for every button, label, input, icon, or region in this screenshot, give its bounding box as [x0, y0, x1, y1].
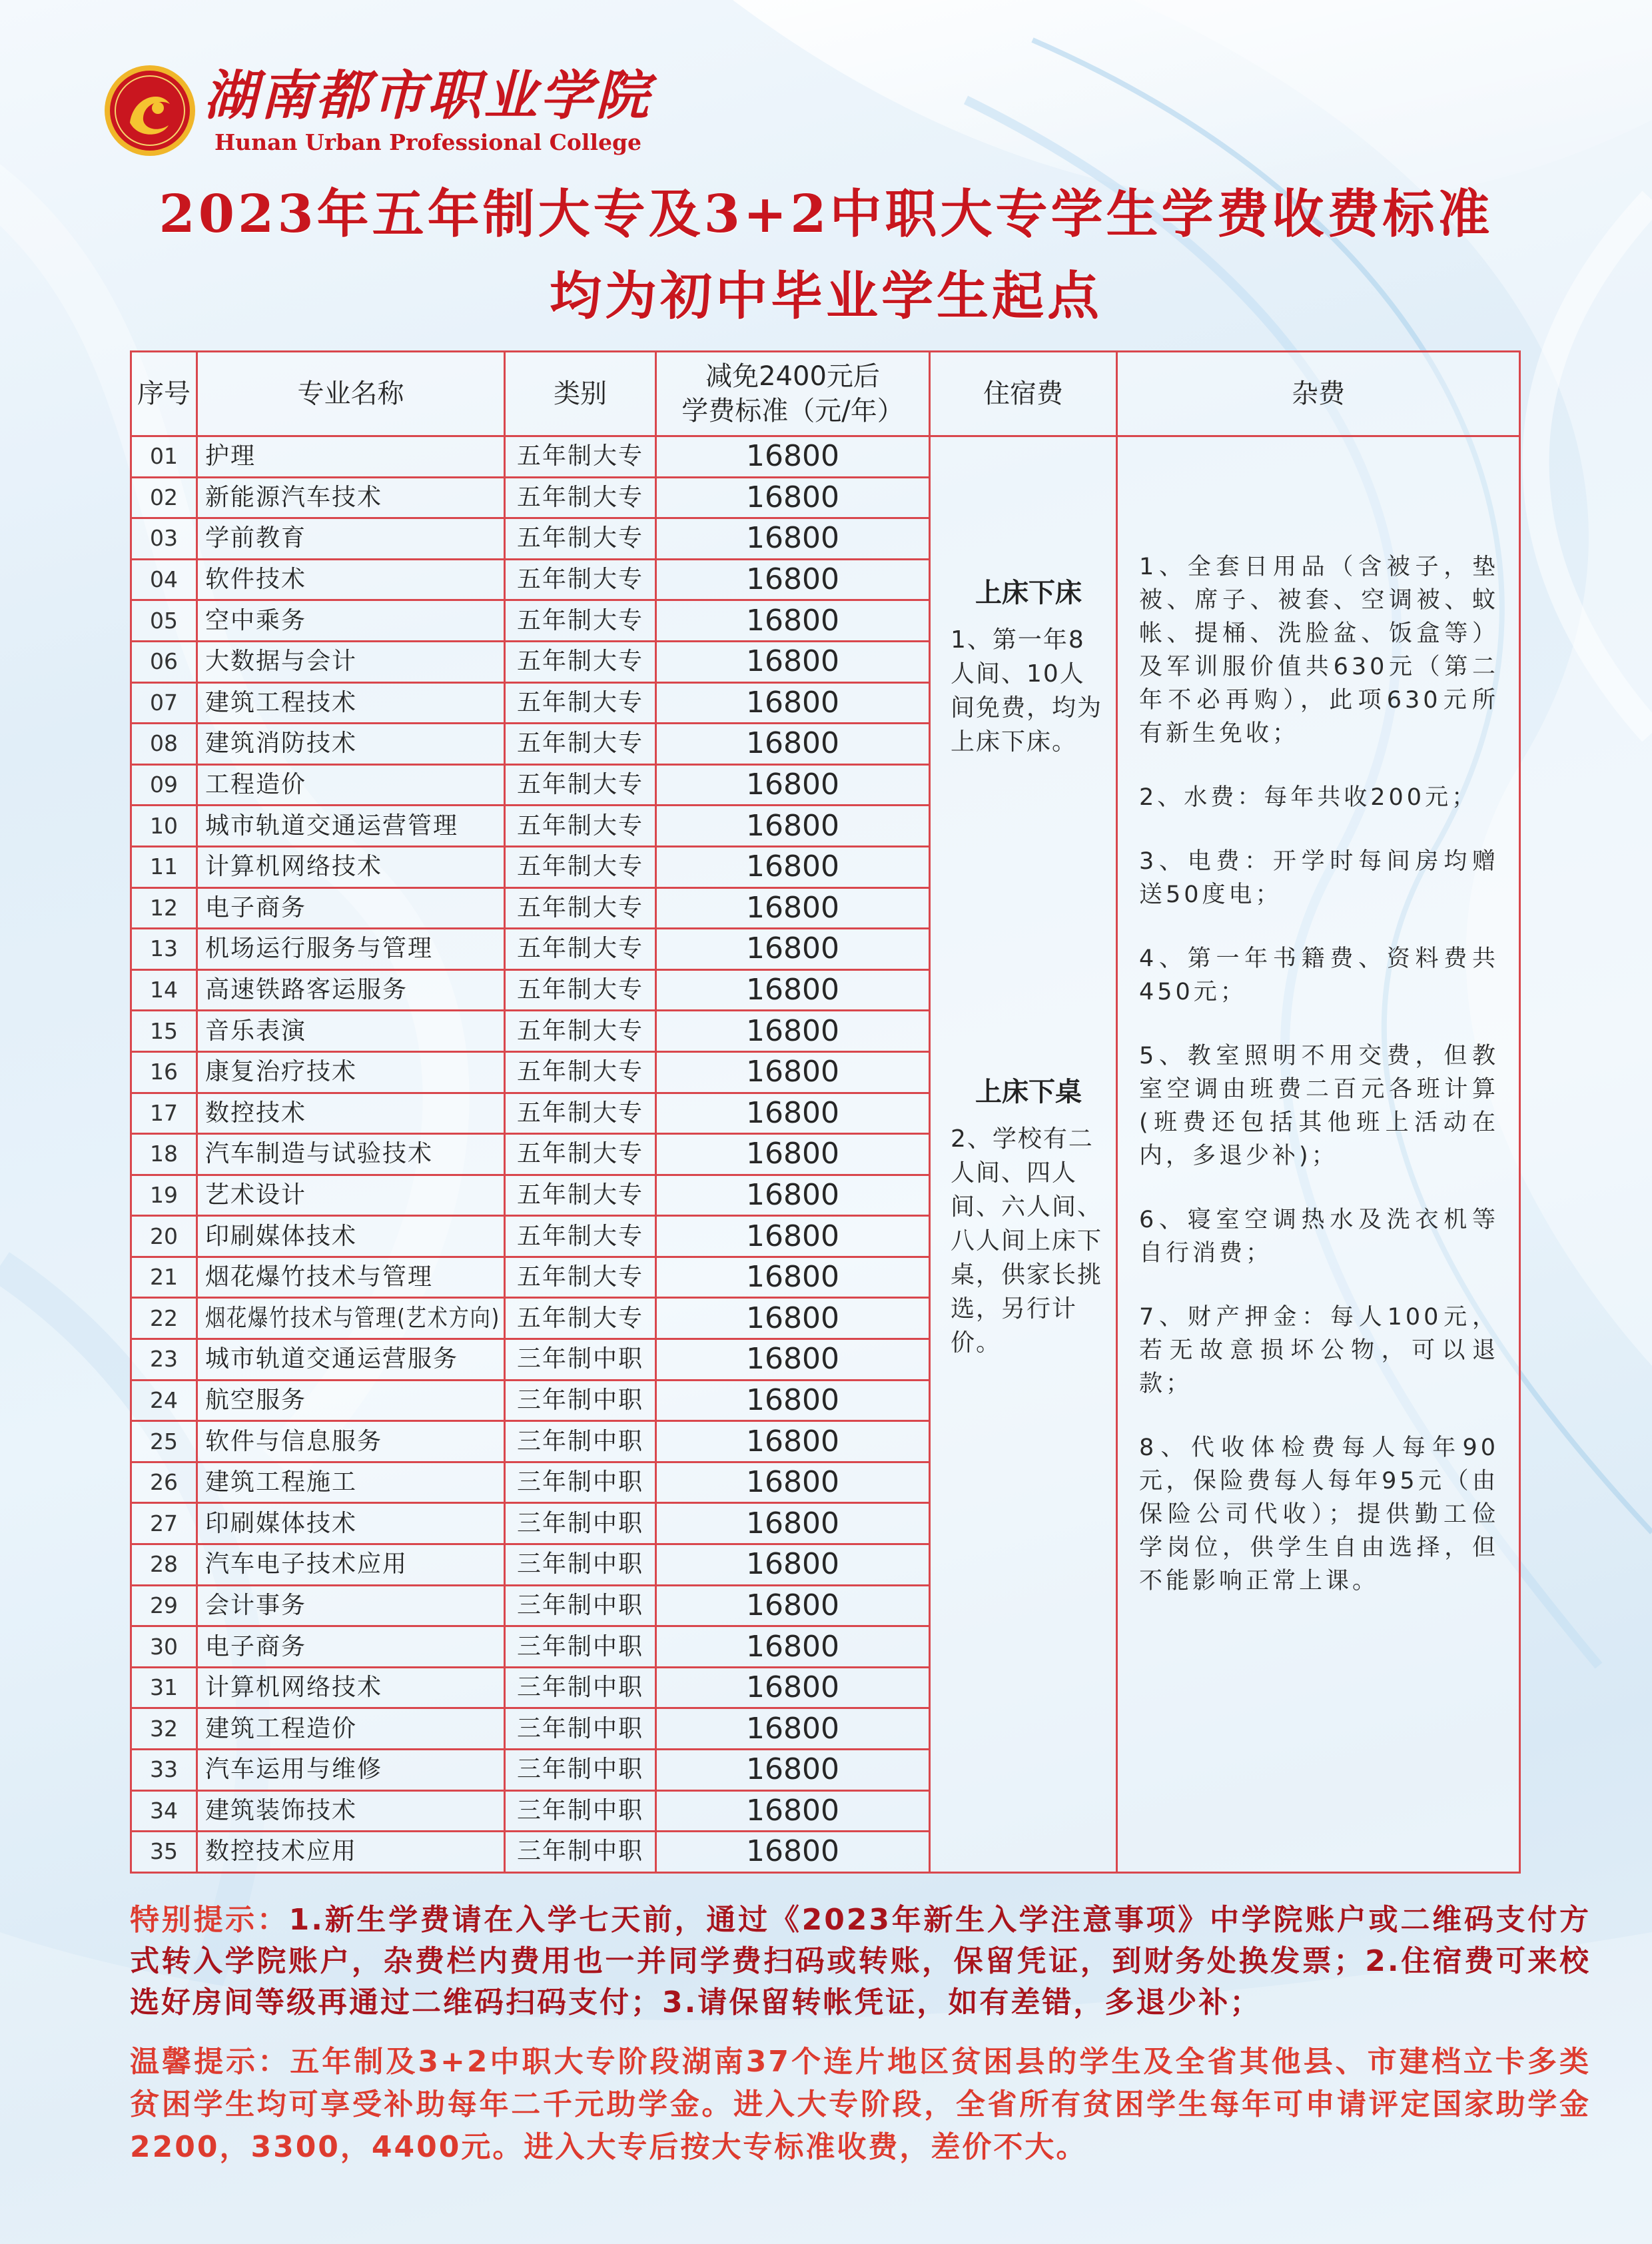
major-cell — [197, 806, 505, 847]
program-category: 五年制大专 — [505, 600, 656, 642]
tuition-fee: 16800 — [656, 1134, 930, 1175]
row-number: 16 — [131, 1051, 197, 1093]
tuition-fee: 16800 — [656, 1339, 930, 1381]
major-cell — [197, 1093, 505, 1134]
program-category: 五年制大专 — [505, 641, 656, 682]
tuition-fee: 16800 — [656, 806, 930, 847]
row-number: 12 — [131, 887, 197, 929]
major-name: 计算机网络技术 — [205, 853, 383, 881]
row-number: 09 — [131, 764, 197, 806]
major-name: 机场运行服务与管理 — [205, 935, 434, 963]
row-number: 27 — [131, 1503, 197, 1544]
major-name: 航空服务 — [205, 1386, 307, 1414]
program-category: 三年制中职 — [505, 1421, 656, 1462]
misc-fee-item: 6、寝室空调热水及洗衣机等自行消费； — [1139, 1207, 1499, 1267]
major-cell — [197, 1544, 505, 1586]
row-number: 03 — [131, 518, 197, 560]
row-number: 22 — [131, 1298, 197, 1339]
program-category: 五年制大专 — [505, 1051, 656, 1093]
school-name-english: Hunan Urban Professional College — [214, 129, 642, 155]
major-cell — [197, 1175, 505, 1216]
major-name: 学前教育 — [205, 524, 307, 552]
program-category: 五年制大专 — [505, 436, 656, 478]
tuition-fee: 16800 — [656, 1175, 930, 1216]
accommodation-option-title: 上床下床 — [975, 578, 1082, 608]
tuition-fee: 16800 — [656, 1832, 930, 1873]
row-number: 14 — [131, 969, 197, 1011]
tuition-fee: 16800 — [656, 1503, 930, 1544]
major-name: 工程造价 — [205, 771, 307, 799]
special-notice-label: 特别提示： — [130, 1903, 289, 1937]
program-category: 五年制大专 — [505, 559, 656, 600]
program-category: 三年制中职 — [505, 1380, 656, 1421]
major-name: 电子商务 — [205, 1632, 307, 1660]
major-cell — [197, 764, 505, 806]
program-category: 五年制大专 — [505, 929, 656, 970]
program-category: 五年制大专 — [505, 518, 656, 560]
tuition-fee: 16800 — [656, 600, 930, 642]
page-title: 2023年五年制大专及3+2中职大专学生学费收费标准 — [159, 184, 1493, 245]
row-number: 31 — [131, 1667, 197, 1708]
major-name: 音乐表演 — [205, 1017, 307, 1045]
page-subtitle: 均为初中毕业学生起点 — [549, 266, 1102, 326]
school-name-chinese: 湖南都市职业学院 — [204, 65, 651, 127]
major-cell — [197, 1503, 505, 1544]
misc-fee-item: 2、水费：每年共收200元； — [1139, 784, 1479, 811]
row-number: 28 — [131, 1544, 197, 1586]
major-cell — [197, 682, 505, 724]
major-cell — [197, 1380, 505, 1421]
major-name: 建筑工程造价 — [205, 1714, 358, 1742]
major-cell — [197, 1134, 505, 1175]
row-number: 32 — [131, 1708, 197, 1750]
major-name: 康复治疗技术 — [205, 1058, 358, 1086]
major-name: 艺术设计 — [205, 1181, 307, 1209]
tuition-fee: 16800 — [656, 1585, 930, 1626]
program-category: 五年制大专 — [505, 1011, 656, 1052]
row-number: 21 — [131, 1257, 197, 1298]
tuition-fee: 16800 — [656, 1298, 930, 1339]
major-name: 汽车电子技术应用 — [205, 1550, 408, 1578]
warm-notice-label: 温馨提示： — [130, 2045, 290, 2079]
major-name: 烟花爆竹技术与管理(艺术方向) — [205, 1304, 500, 1332]
major-name: 烟花爆竹技术与管理 — [205, 1263, 434, 1291]
major-name: 大数据与会计 — [205, 648, 358, 676]
tuition-fee: 16800 — [656, 724, 930, 765]
program-category: 五年制大专 — [505, 806, 656, 847]
major-cell — [197, 1421, 505, 1462]
tuition-fee: 16800 — [656, 764, 930, 806]
row-number: 33 — [131, 1750, 197, 1791]
major-name: 建筑装饰技术 — [205, 1796, 358, 1824]
major-cell — [197, 1298, 505, 1339]
row-number: 19 — [131, 1175, 197, 1216]
accommodation-option — [951, 1075, 1106, 1360]
accommodation-option-text: 1、第一年8人间、10人间免费，均为上床下床。 — [951, 626, 1103, 756]
program-category: 五年制大专 — [505, 1298, 656, 1339]
tuition-fee: 16800 — [656, 1093, 930, 1134]
major-name: 会计事务 — [205, 1591, 307, 1619]
table-header-row — [131, 352, 1520, 436]
program-category: 五年制大专 — [505, 1216, 656, 1257]
major-name: 护理 — [205, 442, 256, 470]
major-cell — [197, 600, 505, 642]
major-name: 城市轨道交通运营服务 — [205, 1345, 459, 1373]
row-number: 02 — [131, 477, 197, 518]
major-cell — [197, 436, 505, 478]
special-notice-text: 1.新生学费请在入学七天前，通过《2023年新生入学注意事项》中学院账户或二维码支付方式转入学院账户，杂费栏内费用也一并同学费扫码或转账，保留凭证，到财务处换发票；2.住宿费可来校选好房间等级再通过二维码扫码支付；3.请保留转帐凭证，如有差错，多退少补； — [130, 1903, 1591, 2019]
major-cell — [197, 969, 505, 1011]
major-name: 建筑消防技术 — [205, 730, 358, 758]
row-number: 18 — [131, 1134, 197, 1175]
header-tuition — [656, 352, 930, 436]
major-cell — [197, 477, 505, 518]
warm-notice-text: 五年制及3+2中职大专阶段湖南37个连片地区贫困县的学生及全省其他县、市建档立卡多类贫困学生均可享受补助每年二千元助学金。进入大专阶段，全省所有贫困学生每年可申请评定国家助学金2200，3300，4400元。进入大专后按大专标准收费，差价不大。 — [130, 2045, 1591, 2164]
row-number: 34 — [131, 1790, 197, 1832]
major-name: 高速铁路客运服务 — [205, 976, 408, 1004]
program-category: 三年制中职 — [505, 1462, 656, 1503]
row-number: 26 — [131, 1462, 197, 1503]
special-notice — [130, 1900, 1591, 2023]
header-accommodation: 住宿费 — [930, 352, 1117, 436]
table-row — [131, 436, 1520, 478]
row-number: 10 — [131, 806, 197, 847]
row-number: 24 — [131, 1380, 197, 1421]
tuition-fee: 16800 — [656, 846, 930, 887]
program-category: 三年制中职 — [505, 1790, 656, 1832]
row-number: 35 — [131, 1832, 197, 1873]
major-name: 建筑工程施工 — [205, 1468, 358, 1496]
major-cell — [197, 1708, 505, 1750]
major-cell — [197, 887, 505, 929]
tuition-fee: 16800 — [656, 1626, 930, 1668]
row-number: 05 — [131, 600, 197, 642]
tuition-fee: 16800 — [656, 887, 930, 929]
misc-fee-item: 3、电费：开学时每间房均赠送50度电； — [1139, 848, 1499, 908]
row-number: 23 — [131, 1339, 197, 1381]
school-logo — [103, 64, 197, 157]
major-name: 软件技术 — [205, 566, 307, 594]
program-category: 三年制中职 — [505, 1708, 656, 1750]
tuition-fee: 16800 — [656, 1462, 930, 1503]
accommodation-option — [951, 576, 1106, 1075]
program-category: 五年制大专 — [505, 1093, 656, 1134]
row-number: 08 — [131, 724, 197, 765]
major-name: 软件与信息服务 — [205, 1427, 383, 1455]
major-cell — [197, 1462, 505, 1503]
program-category: 三年制中职 — [505, 1626, 656, 1668]
program-category: 三年制中职 — [505, 1544, 656, 1586]
tuition-fee: 16800 — [656, 929, 930, 970]
major-cell — [197, 1051, 505, 1093]
major-name: 城市轨道交通运营管理 — [205, 812, 459, 840]
row-number: 17 — [131, 1093, 197, 1134]
major-name: 印刷媒体技术 — [205, 1222, 358, 1250]
accommodation-option-title: 上床下桌 — [975, 1077, 1082, 1107]
tuition-fee: 16800 — [656, 436, 930, 478]
major-name: 电子商务 — [205, 893, 307, 921]
major-name: 数控技术 — [205, 1099, 307, 1127]
major-name: 汽车运用与维修 — [205, 1756, 383, 1784]
misc-fee-item: 7、财产押金：每人100元，若无故意损坏公物，可以退款； — [1139, 1304, 1499, 1397]
tuition-fee: 16800 — [656, 682, 930, 724]
tuition-fee: 16800 — [656, 1257, 930, 1298]
misc-fee-item: 4、第一年书籍费、资料费共450元； — [1139, 945, 1499, 1005]
row-number: 20 — [131, 1216, 197, 1257]
major-cell — [197, 518, 505, 560]
row-number: 06 — [131, 641, 197, 682]
header-tuition-line2: 学费标准（元/年） — [681, 396, 904, 426]
program-category: 五年制大专 — [505, 969, 656, 1011]
major-cell — [197, 1626, 505, 1668]
major-cell — [197, 641, 505, 682]
program-category: 三年制中职 — [505, 1667, 656, 1708]
program-category: 三年制中职 — [505, 1585, 656, 1626]
major-name: 建筑工程技术 — [205, 688, 358, 716]
major-name: 汽车制造与试验技术 — [205, 1140, 434, 1168]
misc-fees-cell — [1117, 436, 1520, 1873]
program-category: 五年制大专 — [505, 477, 656, 518]
misc-fee-item: 5、教室照明不用交费，但教室空调由班费二百元各班计算(班费还包括其他班上活动在内，多退少补)； — [1139, 1043, 1499, 1169]
program-category: 五年制大专 — [505, 682, 656, 724]
major-cell — [197, 929, 505, 970]
misc-fee-item: 1、全套日用品（含被子，垫被、席子、被套、空调被、蚊帐、提桶、洗脸盆、饭盒等）及军训服价值共630元（第二年不必再购），此项630元所有新生免收； — [1139, 554, 1499, 747]
tuition-fee: 16800 — [656, 969, 930, 1011]
tuition-fee: 16800 — [656, 1750, 930, 1791]
fee-table — [130, 350, 1521, 1874]
program-category: 五年制大专 — [505, 1175, 656, 1216]
program-category: 三年制中职 — [505, 1832, 656, 1873]
misc-fee-item: 8、代收体检费每人每年90元，保险费每人每年95元（由保险公司代收）；提供勤工俭学岗位，供学生自由选择，但不能影响正常上课。 — [1139, 1434, 1499, 1594]
row-number: 11 — [131, 846, 197, 887]
major-cell — [197, 559, 505, 600]
program-category: 五年制大专 — [505, 887, 656, 929]
major-cell — [197, 1585, 505, 1626]
program-category: 五年制大专 — [505, 1257, 656, 1298]
row-number: 15 — [131, 1011, 197, 1052]
major-name: 空中乘务 — [205, 606, 307, 634]
row-number: 30 — [131, 1626, 197, 1668]
row-number: 29 — [131, 1585, 197, 1626]
major-cell — [197, 1832, 505, 1873]
tuition-fee: 16800 — [656, 1667, 930, 1708]
accommodation-fee-cell — [930, 436, 1117, 1873]
major-name: 印刷媒体技术 — [205, 1509, 358, 1537]
tuition-fee: 16800 — [656, 1011, 930, 1052]
program-category: 五年制大专 — [505, 846, 656, 887]
header-tuition-line1: 减免2400元后 — [705, 361, 880, 392]
program-category: 三年制中职 — [505, 1503, 656, 1544]
major-cell — [197, 1339, 505, 1381]
tuition-fee: 16800 — [656, 1544, 930, 1586]
warm-notice — [130, 2041, 1591, 2169]
program-category: 三年制中职 — [505, 1339, 656, 1381]
tuition-fee: 16800 — [656, 1790, 930, 1832]
program-category: 五年制大专 — [505, 764, 656, 806]
major-name: 新能源汽车技术 — [205, 483, 383, 511]
tuition-fee: 16800 — [656, 1708, 930, 1750]
major-cell — [197, 1790, 505, 1832]
tuition-fee: 16800 — [656, 477, 930, 518]
header-number: 序号 — [131, 352, 197, 436]
major-cell — [197, 1750, 505, 1791]
tuition-fee: 16800 — [656, 641, 930, 682]
program-category: 五年制大专 — [505, 1134, 656, 1175]
tuition-fee: 16800 — [656, 1421, 930, 1462]
header-misc: 杂费 — [1117, 352, 1520, 436]
header-major: 专业名称 — [197, 352, 505, 436]
major-cell — [197, 1011, 505, 1052]
major-cell — [197, 1216, 505, 1257]
tuition-fee: 16800 — [656, 518, 930, 560]
row-number: 07 — [131, 682, 197, 724]
tuition-fee: 16800 — [656, 559, 930, 600]
major-cell — [197, 1667, 505, 1708]
tuition-fee: 16800 — [656, 1380, 930, 1421]
major-cell — [197, 846, 505, 887]
accommodation-option-text: 2、学校有二人间、四人间、六人间、八人间上床下桌，供家长挑选，另行计价。 — [951, 1125, 1103, 1357]
major-cell — [197, 1257, 505, 1298]
major-cell — [197, 724, 505, 765]
program-category: 三年制中职 — [505, 1750, 656, 1791]
row-number: 25 — [131, 1421, 197, 1462]
tuition-fee: 16800 — [656, 1216, 930, 1257]
row-number: 01 — [131, 436, 197, 478]
fee-table-body — [131, 436, 1520, 1873]
row-number: 04 — [131, 559, 197, 600]
notes-section — [130, 1900, 1591, 2169]
major-name: 数控技术应用 — [205, 1838, 358, 1866]
header-category: 类别 — [505, 352, 656, 436]
major-name: 计算机网络技术 — [205, 1674, 383, 1702]
row-number: 13 — [131, 929, 197, 970]
tuition-fee: 16800 — [656, 1051, 930, 1093]
program-category: 五年制大专 — [505, 724, 656, 765]
